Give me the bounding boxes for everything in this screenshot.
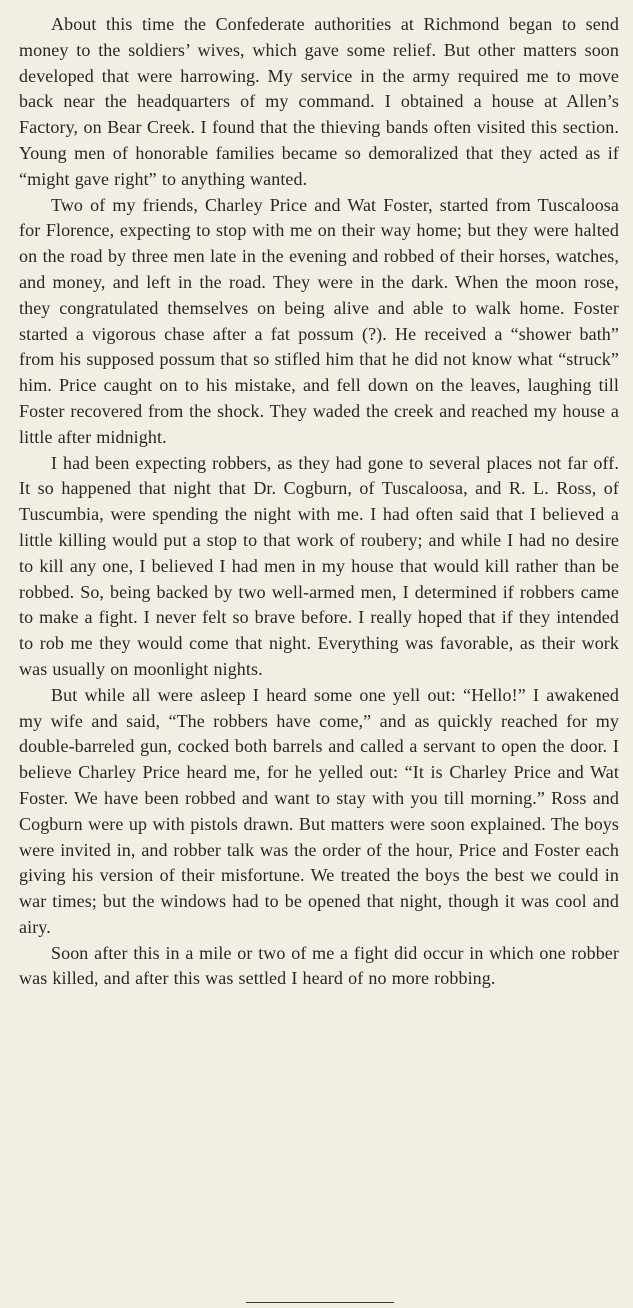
section-divider [246,1302,394,1303]
paragraph-3: I had been expecting robbers, as they had gone to several places not far off. It so happened that night that Dr. Cogburn, of Tuscaloosa, and R. L. Ross, of Tuscumbia, were spending the night with me. I had often said that I believed a little killing would put a stop to that work of roubery; and while I had no desire to kill any one, I believed I had men in my house that would kill rather than be robbed. So, being backed by two well-armed men, I determined if robbers came to make a fight. I never felt so brave before. I really hoped that if they intended to rob me they would come that night. Everything was favorable, as their work was usually on moonlight nights. [19,452,619,679]
paragraph-4: But while all were asleep I heard some one yell out: “Hello!” I awakened my wife and said, “The robbers have come,” and as quickly reached for my double-barreled gun, cocked both barrels and called a servant to open the door. I believe Charley Price heard me, for he yelled out: “It is Charley Price and Wat Foster. We have been robbed and want to stay with you till morning.” Ross and Cogburn were up with pistols drawn. But matters were soon explained. The boys were invited in, and robber talk was the order of the hour, Price and Foster each giving his version of their misfortune. We treated the boys the best we could in war times; but the windows had to be opened that night, though it was cool and airy. [19,684,619,937]
paragraph-2: Two of my friends, Charley Price and Wat Foster, started from Tuscaloosa for Florence, expecting to stop with me on their way home; but they were halted on the road by three men late in the evening and robbed of their horses, watches, and money, and left in the road. They were in the dark. When the moon rose, they congratulated themselves on being alive and able to walk home. Foster started a vigorous chase after a fat possum (?). He received a “shower bath” from his supposed possum that so stifled him that he did not know what “struck” him. Price caught on to his mistake, and fell down on the leaves, laughing till Foster recovered from the shock. They waded the creek and reached my house a little after midnight. [19,194,619,447]
paragraph-5: Soon after this in a mile or two of me a fight did occur in which one robber was killed, and after this was settled I heard of no more robbing. [19,942,619,989]
paragraph-1: About this time the Confederate authorities at Richmond began to send money to the soldiers’ wives, which gave some relief. But other matters soon developed that were harrowing. My service in the army required me to move back near the headquarters of my command. I obtained a house at Allen’s Factory, on Bear Creek. I found that the thieving bands often visited this section. Young men of honorable families became so demoralized that they acted as if “might gave right” to anything wanted. [19,14,619,189]
